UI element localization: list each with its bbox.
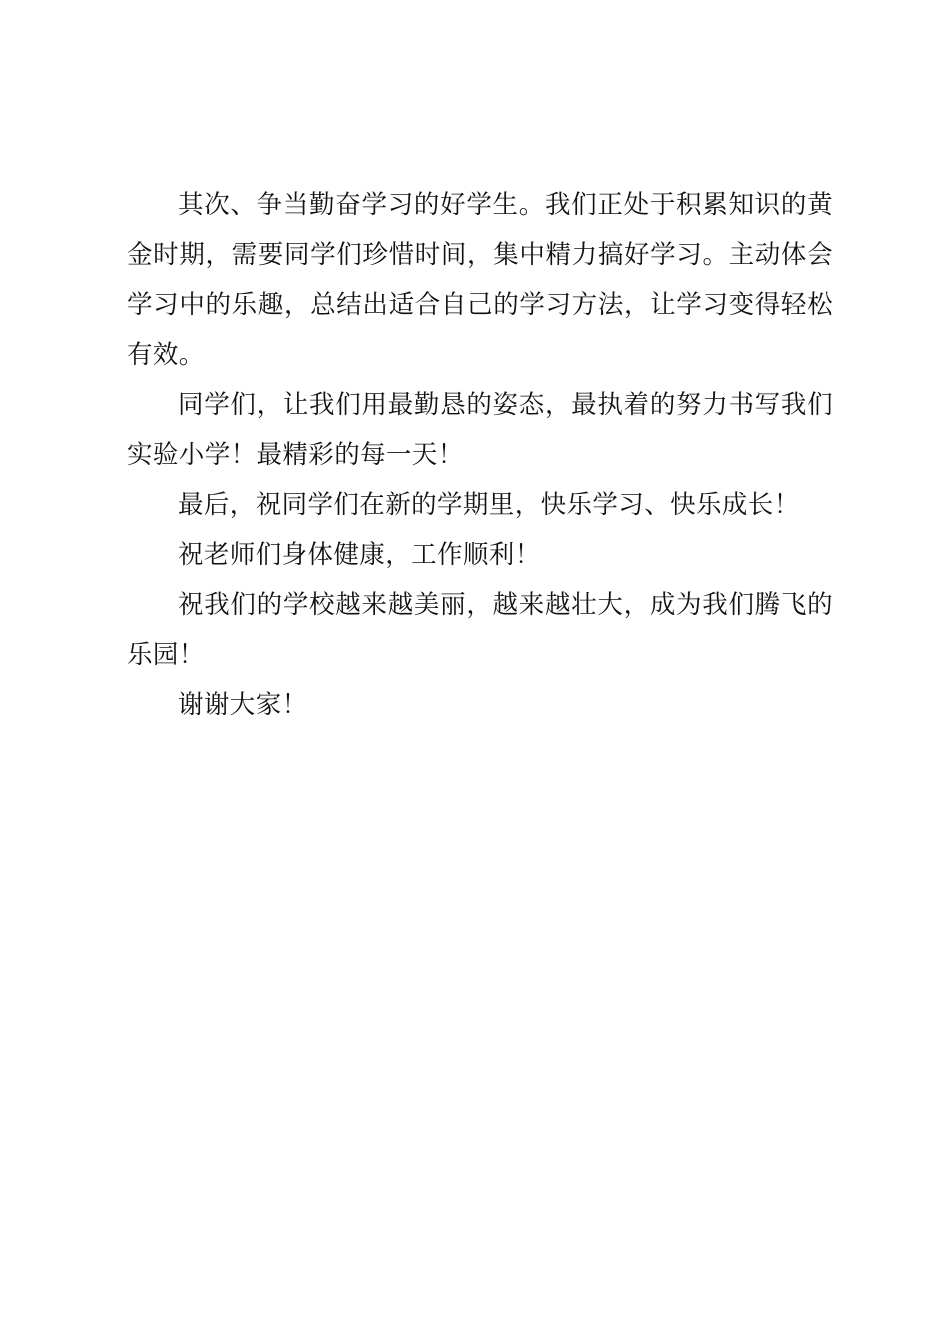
paragraph-classmates: 同学们，让我们用最勤恳的姿态，最执着的努力书写我们实验小学！最精彩的每一天！ (127, 390, 833, 470)
document-body (127, 180, 833, 730)
paragraph-wish-students: 最后，祝同学们在新的学期里，快乐学习、快乐成长！ (178, 490, 800, 520)
paragraph-thanks: 谢谢大家！ (178, 690, 308, 720)
paragraph-study-hard: 其次、争当勤奋学习的好学生。我们正处于积累知识的黄金时期，需要同学们珍惜时间，集中精力搞好学习。主动体会学习中的乐趣，总结出适合自己的学习方法，让学习变得轻松有效。 (127, 190, 833, 370)
paragraph-wish-teachers: 祝老师们身体健康，工作顺利！ (178, 540, 541, 570)
paragraph-wish-school: 祝我们的学校越来越美丽，越来越壮大，成为我们腾飞的乐园！ (127, 590, 833, 670)
